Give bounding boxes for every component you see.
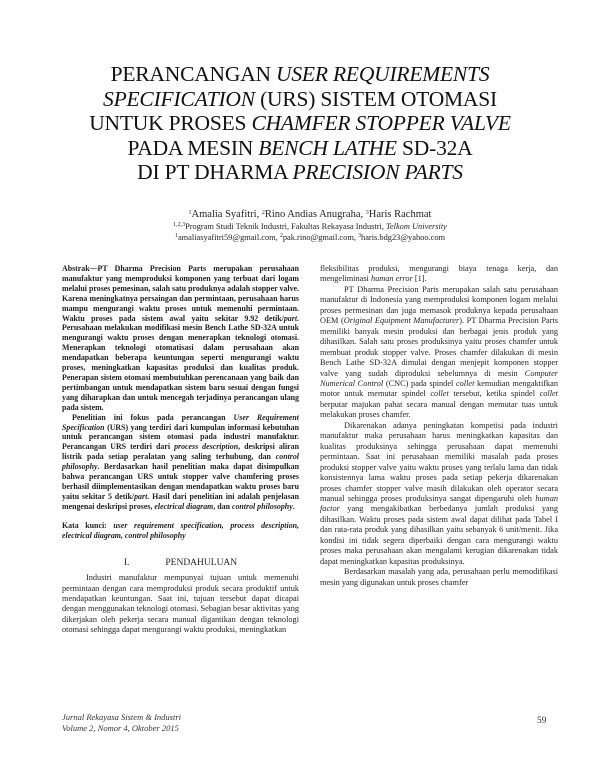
- author-affiliation: $^{1,2,3}$Program Studi Teknik Industri, Fakultas Rekayasa Industri, Telkom University: [173, 222, 447, 231]
- email-link[interactable]: amaliasyafitri59@gmail.com,: [177, 233, 280, 242]
- section-heading-introduction: I. PENDAHULUAN: [123, 558, 238, 569]
- body-paragraph: Berdasarkan masalah yang ada, perusahaan perlu memodifikasi mesin yang digunakan untuk proses chamfer: [320, 567, 558, 587]
- keywords: Kata kunci: user requirement specification, process description, electrical diagram, control philosophy: [62, 520, 299, 540]
- email-link[interactable]: haris.bdg23@yahoo.com: [361, 233, 446, 242]
- page-number: 59: [537, 716, 547, 726]
- title-line-3: UNTUK PROSES CHAMFER STOPPER VALVE: [89, 111, 511, 135]
- left-column: [62, 264, 299, 635]
- title-line-1: PERANCANGAN USER REQUIREMENTS: [110, 62, 490, 86]
- email-link[interactable]: pak.rino@gmail.com,: [282, 233, 359, 242]
- abstract-paragraph-2: Penelitian ini fokus pada perancangan User Requirement Specification (URS) yang terdiri dari kumpulan informasi kebutuhan untuk perancangan sistem otomasi pada industri manufaktur. Perancangan URS terdiri dari process description, deskripsi aliran listrik pada setiap peralatan yang saling terhubung, dan control philosophy. Berdasarkan hasil penelitian maka dapat disimpulkan bahwa perancangan URS untuk stopper valve chamfering proses berhasil diimplementasikan dengan mendapatkan waktu proses baru yaitu sekitar 5 detik/part. Hasil dari penelitian ini adalah penjelasan mengenai deskripsi proses, electrical diagram, dan control philosophy.: [62, 412, 300, 511]
- journal-name: Jurnal Rekayasa Sistem & Industri: [62, 712, 181, 722]
- author-names: $^1$Amalia Syafitri, $^2$Rino Andias Anugraha, $^3$Haris Rachmat: [188, 209, 432, 220]
- journal-volume: Volume 2, Nomor 4, Oktober 2015: [62, 722, 179, 733]
- abstract: [62, 264, 299, 512]
- paper-title: [40, 62, 560, 185]
- title-line-5: DI PT DHARMA PRECISION PARTS: [137, 160, 463, 184]
- author-block: [100, 209, 520, 243]
- title-line-4: PADA MESIN BENCH LATHE SD-32A: [127, 135, 473, 160]
- right-column: [320, 264, 558, 588]
- abstract-paragraph-1: Abstrak—PT Dharma Precision Parts merupakan perusahaan manufaktur yang memproduksi komponen yang terbuat dari logam melalui proses pemesinan, salah satu produknya adalah stopper valve. Karena meningkatnya persaingan dan permintaan, perusahaan harus mampu mengurangi waktu proses untuk memenuhi permintaan. Waktu proses pada sistem awal yaitu sekitar 9.92 detik/part. Perusahaan melakukan modifikasi mesin Bench Lathe SD-32A untuk mengurangi waktu proses dengan menerapkan teknologi otomasi. Menerapkan teknologi otomatisasi dalam perusahaan akan mendapatkan beberapa keuntungan seperti mengurangi waktu proses, meningkatkan kapasitas produksi dan kualitas produk. Penerapan sistem otomasi membutuhkan perencanaan yang baik dan pertimbangan untuk mendapatkan sistem baru sesuai dengan fungsi yang diharapkan dan untuk mencegah terjadinya perancangan ulang pada sistem.: [62, 264, 299, 412]
- title-line-2: SPECIFICATION (URS) SISTEM OTOMASI: [103, 86, 497, 111]
- author-emails: $^1$amaliasyafitri59@gmail.com, $^2$pak.rino@gmail.com, $^3$haris.bdg23@yahoo.com: [174, 233, 446, 242]
- body-paragraph: fleksibilitas produksi, mengurangi biaya tenaga kerja, dan mengeliminasi human error [1].: [320, 264, 558, 284]
- journal-footer: [62, 712, 181, 733]
- body-paragraph: Industri manufaktur mempunyai tujuan untuk memenuhi permintaan dengan cara memproduksi produk secara produktif untuk mendapatkan keuntungan. Saat ini, tujuan tersebut dapat dicapai dengan menggunakan teknologi otomasi. Sebagian besar aktivitas yang dikerjakan oleh pekerja secara manual digantikan dengan teknologi otomasi sehingga dapat mengurangi waktu produksi, meningkatkan: [62, 573, 299, 634]
- body-paragraph: Dikarenakan adanya peningkatan kompetisi pada industri manufaktur maka perusahaan harus meningkatkan kapasitas dan kualitas produksinya sehingga perusahaan dapat memenuhi permintaan. Saat ini perusahaan memiliki masalah pada proses produksi stopper valve yaitu waktu proses yang terlalu lama dan tidak konsistennya lama waktu proses pada setiap pekerja dikarenakan proses chamfer stopper valve masih dilakukan oleh operator secara manual sehingga proses produksinya sangat dipengaruhi oleh human factor yang mengakibatkan berbedanya jumlah produksi yang dihasilkan. Waktu proses pada sistem awal dapat dilihat pada Tabel I dan rata-rata produk yang dihasilkan yaitu sebanyak 6 unit/menit. Jika kondisi ini tidak segera diperbaiki dengan cara mengurangi waktu proses maka perusahaan akan mengalami kerugian dikarenakan tidak dapat meningkatkan kapasitas produksinya.: [320, 420, 558, 566]
- body-paragraph: PT Dharma Precision Parts merupakan salah satu perusahaan manufaktur di Indonesia yang memproduksi komponen logam melalui proses permesinan dan juga memasok produknya kepada perusahaan OEM (Original Equipment Manufacturer). PT Dharma Precision Parts memiliki banyak mesin produksi dan berbagai jenis produk yang dihasilkan. Salah satu proses produksinya yaitu proses chamfer untuk membuat produk stopper valve. Proses chamfer dilakukan di mesin Bench Lathe SD-32A dimulai dengan menjepit komponen stopper valve yang sudah diproduksi sebelumnya di mesin Computer Numerical Control (CNC) pada spindel collet kemudian mengaktifkan motor untuk memutar spindel collet tersebut, ketika spindel collet berputar majukan pahat secara manual dengan memutar tuas untuk melakukan proses chamfer.: [320, 284, 558, 420]
